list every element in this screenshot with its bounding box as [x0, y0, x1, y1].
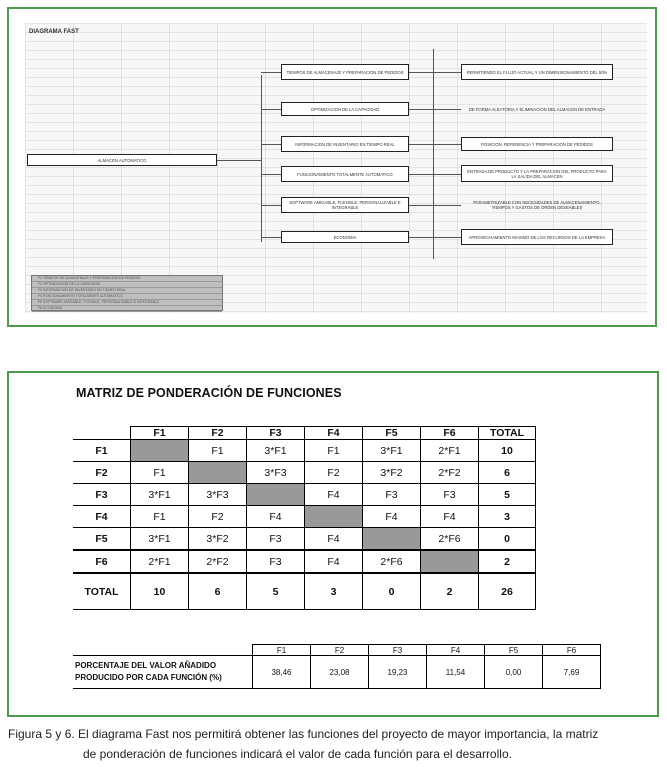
percentage-header-row	[73, 645, 601, 656]
column-header: F2	[311, 645, 369, 656]
table-cell: F2	[189, 506, 247, 528]
table-cell: F3	[363, 484, 421, 506]
row-label: F2	[73, 462, 131, 484]
fast-function-box: INFORMACION DE INVENTARIO EN TIEMPO REAL	[281, 136, 409, 152]
table-cell: F1	[131, 462, 189, 484]
table-row	[73, 550, 536, 573]
column-header: F6	[421, 427, 479, 440]
column-header: F2	[189, 427, 247, 440]
column-header: F5	[363, 427, 421, 440]
connector-line	[409, 205, 461, 206]
caption-line: Figura 5 y 6. El diagrama Fast nos permitirá obtener las funciones del proyecto de mayor importancia, la matriz	[8, 727, 599, 741]
fast-result-box: DE FORMA ALEATORIA Y ELIMINACION DEL ALMACEN DE ENTRADA	[468, 106, 606, 112]
table-cell: 2*F1	[131, 550, 189, 573]
table-row	[73, 484, 536, 506]
fast-result-box: POSICION, REFERENCIA Y PREPARACION DE PEDIDOS	[461, 137, 613, 151]
table-cell: F4	[247, 506, 305, 528]
table-cell: 3*F1	[131, 484, 189, 506]
column-header: F4	[305, 427, 363, 440]
percentage-value: 0,00	[485, 656, 543, 689]
row-total: 0	[479, 528, 536, 551]
fast-result-box: PERMITIENDO EL FLUJO ACTUAL Y UN DIMENSIONAMIENTO DEL 50%	[461, 64, 613, 80]
table-cell: 3*F2	[363, 462, 421, 484]
table-cell: 2*F1	[421, 440, 479, 462]
figure-caption	[8, 724, 658, 764]
table-cell: F3	[421, 484, 479, 506]
percentage-table	[73, 644, 601, 689]
fast-function-box: OPTIMIZACION DE LA CAPACIDAD	[281, 102, 409, 116]
row-label: F1	[73, 440, 131, 462]
column-header: F1	[253, 645, 311, 656]
row-label: TOTAL	[73, 573, 131, 610]
percentage-label	[73, 656, 253, 689]
diagonal-cell	[189, 462, 247, 484]
diagonal-cell	[247, 484, 305, 506]
table-cell: F4	[421, 506, 479, 528]
table-cell: 2*F2	[189, 550, 247, 573]
connector-line	[261, 72, 281, 73]
row-label: F4	[73, 506, 131, 528]
row-label: F5	[73, 528, 131, 551]
row-total: 6	[479, 462, 536, 484]
table-cell: 3*F1	[131, 528, 189, 551]
grand-total: 26	[479, 573, 536, 610]
table-row	[73, 462, 536, 484]
table-row	[73, 506, 536, 528]
column-header: F3	[369, 645, 427, 656]
column-header: TOTAL	[479, 427, 536, 440]
legend-item: F3 INFORMACION DE INVENTARIO EN TIEMPO REAL	[32, 288, 222, 294]
diagonal-cell	[421, 550, 479, 573]
percentage-value: 23,08	[311, 656, 369, 689]
connector-line	[261, 205, 281, 206]
fast-result-box: APROVECHAMIENTO MAXIMO DE LOS RECURSOS DE LA EMPRESA	[461, 229, 613, 245]
column-header: F6	[543, 645, 601, 656]
table-cell: 3*F3	[247, 462, 305, 484]
fast-function-box: TIEMPOS DE ALMACENAJE Y PREPARACION DE PEDIDOS	[281, 64, 409, 80]
caption-line: de ponderación de funciones indicará el valor de cada función para el desarrollo.	[83, 747, 512, 761]
column-total: 3	[305, 573, 363, 610]
table-cell: 3*F2	[189, 528, 247, 551]
column-total: 0	[363, 573, 421, 610]
fast-result-box: ENTRADA DE PRODUCTO Y LA PREPARACION DEL PRODUCTO PARA LA SALIDA DEL ALMACEN	[461, 165, 613, 182]
percentage-value: 38,46	[253, 656, 311, 689]
diagonal-cell	[131, 440, 189, 462]
table-cell: F3	[247, 528, 305, 551]
connector-line	[217, 160, 261, 161]
table-cell: F4	[363, 506, 421, 528]
table-cell: 2*F2	[421, 462, 479, 484]
percentage-value: 7,69	[543, 656, 601, 689]
row-label: F3	[73, 484, 131, 506]
fast-diagram-title: DIAGRAMA FAST	[29, 29, 79, 35]
row-label: F6	[73, 550, 131, 573]
row-total: 3	[479, 506, 536, 528]
column-header: F3	[247, 427, 305, 440]
legend-item: F1 TIEMPOS DE ALMACENAJE Y PREPARACION DE PEDIDOS	[32, 276, 222, 282]
percentage-value: 11,54	[427, 656, 485, 689]
column-header: F4	[427, 645, 485, 656]
connector-line	[409, 237, 461, 238]
table-cell: F1	[131, 506, 189, 528]
matrix-title: MATRIZ DE PONDERACIÓN DE FUNCIONES	[76, 386, 342, 400]
connector-line	[261, 144, 281, 145]
row-total: 5	[479, 484, 536, 506]
connector-line	[409, 144, 461, 145]
fast-result-box: PARAMETRIZABLE CON NECESIDADES DE ALMACENAMIENTO, TIEMPOS Y GASTOS DE ORDEN DESEABLES	[473, 200, 601, 210]
table-row	[73, 440, 536, 462]
diagonal-cell	[363, 528, 421, 551]
percentage-label-line: PORCENTAJE DEL VALOR AÑADIDO	[75, 661, 217, 670]
total-row	[73, 573, 536, 610]
connector-line	[261, 109, 281, 110]
table-row	[73, 528, 536, 551]
row-total: 2	[479, 550, 536, 573]
column-total: 10	[131, 573, 189, 610]
fast-legend	[31, 275, 223, 311]
connector-line	[409, 109, 461, 110]
connector-line	[261, 174, 281, 175]
table-cell: 3*F3	[189, 484, 247, 506]
legend-item: F4 FUNCIONAMIENTO TOTALMENTE AUTOMATICO	[32, 294, 222, 300]
column-total: 6	[189, 573, 247, 610]
connector-trunk	[433, 49, 434, 259]
table-cell: F4	[305, 484, 363, 506]
column-total: 5	[247, 573, 305, 610]
weighting-matrix-table	[73, 426, 536, 610]
diagonal-cell	[305, 506, 363, 528]
percentage-label-line: PRODUCIDO POR CADA FUNCIÓN (%)	[75, 673, 222, 682]
table-cell: F4	[305, 528, 363, 551]
fast-root-box: ALMACEN AUTOMATICO	[27, 154, 217, 166]
connector-line	[409, 174, 461, 175]
legend-item: F6 ECONOMIA	[32, 306, 222, 312]
table-cell: F1	[189, 440, 247, 462]
fast-function-box: FUNCIONAMIENTO TOTALMENTE AUTOMATICO	[281, 166, 409, 182]
weighting-matrix-figure	[7, 371, 659, 717]
connector-trunk	[261, 75, 262, 242]
table-cell: 2*F6	[363, 550, 421, 573]
column-header: F1	[131, 427, 189, 440]
connector-line	[409, 72, 461, 73]
percentage-value: 19,23	[369, 656, 427, 689]
table-cell: F1	[305, 440, 363, 462]
percentage-row	[73, 656, 601, 689]
table-cell: 3*F1	[247, 440, 305, 462]
matrix-header-row	[73, 427, 536, 440]
table-cell: 3*F1	[363, 440, 421, 462]
fast-diagram-figure	[7, 7, 657, 327]
connector-line	[261, 237, 281, 238]
row-total: 10	[479, 440, 536, 462]
table-cell: F4	[305, 550, 363, 573]
legend-item: F2 OPTIMIZACION DE LA CAPACIDAD	[32, 282, 222, 288]
table-cell: 2*F6	[421, 528, 479, 551]
column-header: F5	[485, 645, 543, 656]
legend-item: F5 SOFTWARE AMIGABLE, FLEXIBLE, PERSONALIZABLE E INTEGRABLE	[32, 300, 222, 306]
table-cell: F3	[247, 550, 305, 573]
fast-function-box: SOFTWARE AMIGABLE, FLEXIBLE, PERSONALIZABLE E INTEGRABLE	[281, 197, 409, 213]
table-cell: F2	[305, 462, 363, 484]
column-total: 2	[421, 573, 479, 610]
fast-function-box: ECONOMIA	[281, 231, 409, 243]
